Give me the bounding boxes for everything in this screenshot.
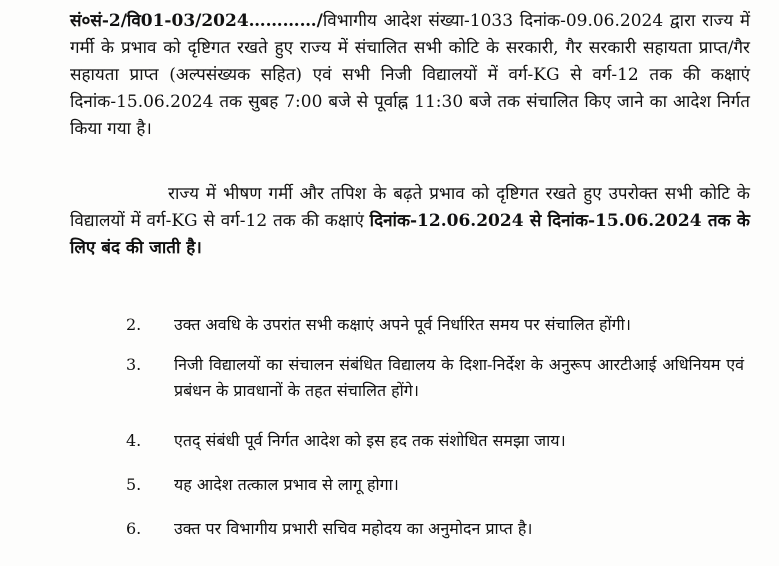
order-intro-text: विभागीय आदेश संख्या-1033 दिनांक-09.06.2024 द्वारा राज्य में गर्मी के प्रभाव को दृष्टिगत रखते हुए राज्य में संचालित सभी कोटि के सरकारी, गैर सरकारी सहायता प्राप्त/गैर सहायता प्राप्त (अल्पसंख्यक सहित) एवं सभी निजी विद्यालयों में वर्ग-KG से वर्ग-12 तक की कक्षाएं दिनांक-15.06.2024 तक सुबह 7:00 बजे से पूर्वाह्न 11:30 बजे तक संचालित किए जाने का आदेश निर्गत किया गया है। [70, 11, 750, 139]
closure-text: राज्य में भीषण गर्मी और तपिश के बढ़ते प्रभाव को दृष्टिगत रखते हुए उपरोक्त सभी कोटि के विद्यालयों में वर्ग-KG से वर्ग-12 तक की कक्षाएं [70, 184, 750, 231]
list-item-text: उक्त अवधि के उपरांत सभी कक्षाएं अपने पूर्व निर्धारित समय पर संचालित होंगी। [174, 315, 631, 334]
closure-dates-bold: दिनांक-12.06.2024 से दिनांक-15.06.2024 तक के लिए बंद की जाती है। [70, 211, 750, 258]
list-item-number: 5. [126, 475, 142, 494]
list-item-text: एतद् संबंधी पूर्व निर्गत आदेश को इस हद तक संशोधित समझा जाय। [174, 431, 566, 450]
list-item-text: यह आदेश तत्काल प्रभाव से लागू होगा। [174, 475, 399, 494]
reference-number: सं०सं-2/वि01-03/2024…………/ [70, 11, 323, 31]
list-item-number: 3. [126, 355, 142, 374]
list-item-text: निजी विद्यालयों का संचालन संबंधित विद्यालय के दिशा-निर्देश के अनुरूप आरटीआई अधिनियम एवं प्रबंधन के प्रावधानों के तहत संचालित होंगे। [174, 355, 744, 400]
order-intro-paragraph [70, 8, 750, 143]
closure-paragraph [70, 181, 750, 262]
list-item-number: 6. [126, 519, 142, 538]
list-item-number: 4. [126, 431, 142, 450]
list-item-text: उक्त पर विभागीय प्रभारी सचिव महोदय का अनुमोदन प्राप्त है। [174, 519, 533, 538]
list-item-number: 2. [126, 315, 142, 334]
